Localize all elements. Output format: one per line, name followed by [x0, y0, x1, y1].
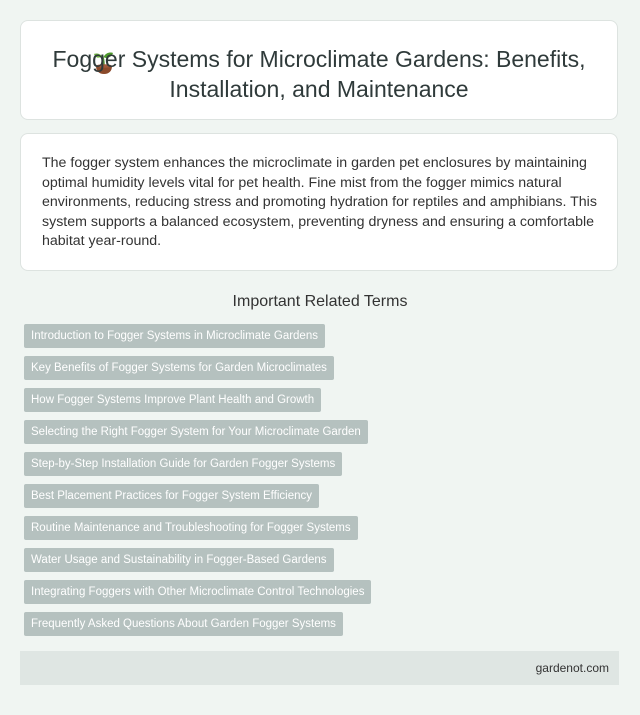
footer — [20, 651, 619, 685]
intro-card — [20, 133, 618, 271]
related-term-tag[interactable]: Routine Maintenance and Troubleshooting for Fogger Systems — [24, 516, 358, 540]
related-term-tag[interactable]: Step-by-Step Installation Guide for Garden Fogger Systems — [24, 452, 342, 476]
header-card — [20, 20, 618, 120]
related-term-tag[interactable]: How Fogger Systems Improve Plant Health and Growth — [24, 388, 321, 412]
related-term-tag[interactable]: Best Placement Practices for Fogger System Efficiency — [24, 484, 319, 508]
related-term-tag[interactable]: Introduction to Fogger Systems in Microclimate Gardens — [24, 324, 325, 348]
related-term-tag[interactable]: Water Usage and Sustainability in Fogger-Based Gardens — [24, 548, 334, 572]
footer-site-link[interactable]: gardenot.com — [535, 661, 609, 675]
related-term-tag[interactable]: Key Benefits of Fogger Systems for Garden Microclimates — [24, 356, 334, 380]
related-term-tag[interactable]: Selecting the Right Fogger System for Your Microclimate Garden — [24, 420, 368, 444]
related-term-tag[interactable]: Frequently Asked Questions About Garden Fogger Systems — [24, 612, 343, 636]
related-term-tag[interactable]: Integrating Foggers with Other Microclimate Control Technologies — [24, 580, 371, 604]
page-title: Fogger Systems for Microclimate Gardens: Benefits, Installation, and Maintenance — [52, 46, 586, 102]
related-terms-heading: Important Related Terms — [232, 293, 408, 310]
related-terms-list — [24, 324, 371, 644]
intro-paragraph: The fogger system enhances the microclimate in garden pet enclosures by maintaining optimal humidity levels vital for pet health. Fine mist from the fogger mimics natural environments, reducing stress and promoting hydration for reptiles and amphibians. This system supports a balanced ecosystem, preventing dryness and ensuring a comfortable habitat year-round. — [42, 155, 597, 250]
